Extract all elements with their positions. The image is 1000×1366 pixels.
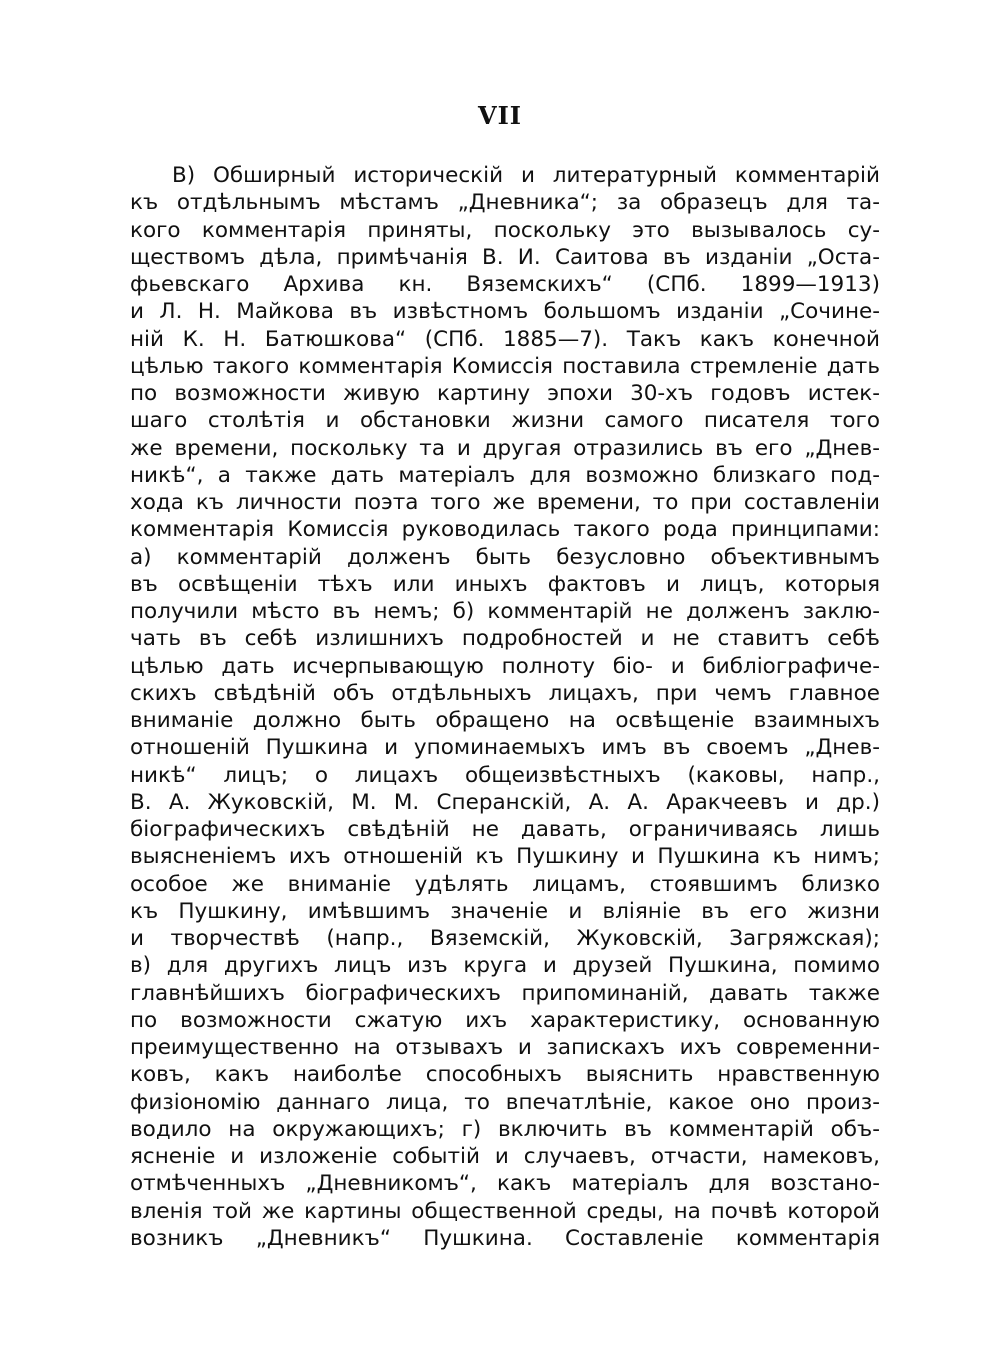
text-line: фьевскаго Архива кн. Вяземскихъ“ (СПб. 1899—1913) [130,272,880,297]
text-line: В) Обширный историческій и литературный комментарій [172,163,880,188]
text-line: кого комментарія приняты, поскольку это вызывалось су- [130,217,880,243]
text-line: выясненіемъ ихъ отношеній къ Пушкину и Пушкина къ нимъ; [130,844,880,870]
text-line: комментарія Комиссія руководилась такого рода принципами: [130,517,880,543]
body-paragraph [130,162,880,1252]
text-line: по возможности живую картину эпохи 30-хъ годовъ истек- [130,381,880,406]
text-line: къ Пушкину, имѣвшимъ значеніе и вліяніе въ его жизни [130,898,880,924]
text-line: вленія той же картины общественной среды, на почвѣ которой [130,1198,880,1224]
text-line: ществомъ дѣла, примѣчанія В. И. Саитова въ изданіи „Оста- [130,244,880,270]
text-line: и творчествѣ (напр., Вяземскій, Жуковскій, Загряжская); [130,926,880,951]
text-line: В. А. Жуковскій, М. М. Сперанскій, А. А. Аракчеевъ и др.) [130,789,880,815]
text-line: водило на окружающихъ; г) включить въ комментарій объ- [130,1116,880,1142]
text-line: біографическихъ свѣдѣній не давать, ограничиваясь лишь [130,817,880,842]
text-line: никѣ“ лицъ; о лицахъ общеизвѣстныхъ (каковы, напр., [130,762,880,788]
text-line: главнѣйшихъ біографическихъ припоминаній, давать также [130,980,880,1006]
text-line: шаго столѣтія и обстановки жизни самого писателя того [130,408,880,434]
text-line: получили мѣсто въ немъ; б) комментарій не долженъ заклю- [130,599,880,624]
text-line: преимущественно на отзывахъ и запискахъ ихъ современни- [130,1035,880,1060]
text-line: никѣ“, а также дать матеріалъ для возможно близкаго под- [130,462,880,488]
text-line: цѣлью дать исчерпывающую полноту біо- и библіографиче- [130,653,880,679]
text-line: ясненіе и изложеніе событій и случаевъ, отчасти, намековъ, [130,1144,880,1169]
text-line: особое же вниманіе удѣлять лицамъ, стоявшимъ близко [130,871,880,897]
text-line: цѣлью такого комментарія Комиссія поставила стремленіе дать [130,353,880,379]
text-line: по возможности сжатую ихъ характеристику, основанную [130,1007,880,1033]
text-line: въ освѣщеніи тѣхъ или иныхъ фактовъ и лицъ, которыя [130,571,880,597]
text-line: къ отдѣльнымъ мѣстамъ „Дневника“; за образецъ для та- [130,190,880,216]
text-line: чать въ себѣ излишнихъ подробностей и не ставитъ себѣ [130,626,880,652]
text-line: отношеній Пушкина и упоминаемыхъ имъ въ своемъ „Днев- [130,735,880,761]
text-line: скихъ свѣдѣній объ отдѣльныхъ лицахъ, при чемъ главное [130,680,880,706]
text-line: возникъ „Дневникъ“ Пушкина. Составленіе комментарія [130,1225,880,1251]
text-line: вниманіе должно быть обращено на освѣщеніе взаимныхъ [130,708,880,733]
text-line: ковъ, какъ наиболѣе способныхъ выяснить нравственную [130,1062,880,1088]
text-line: ній К. Н. Батюшкова“ (СПб. 1885—7). Такъ какъ конечной [130,326,880,352]
text-line: физіономію даннаго лица, то впечатлѣніе, какое оно произ- [130,1089,880,1115]
text-line: хода къ личности поэта того же времени, то при составленіи [130,490,880,515]
text-line: в) для другихъ лицъ изъ круга и друзей Пушкина, помимо [130,953,880,979]
text-line: а) комментарій долженъ быть безусловно объективнымъ [130,544,880,570]
text-line: и Л. Н. Майкова въ извѣстномъ большомъ изданіи „Сочине- [130,299,880,325]
text-line: же времени, поскольку та и другая отразились въ его „Днев- [130,435,880,461]
text-line: отмѣченныхъ „Дневникомъ“, какъ матеріалъ для возстано- [130,1171,880,1197]
page-number: VII [477,101,523,130]
